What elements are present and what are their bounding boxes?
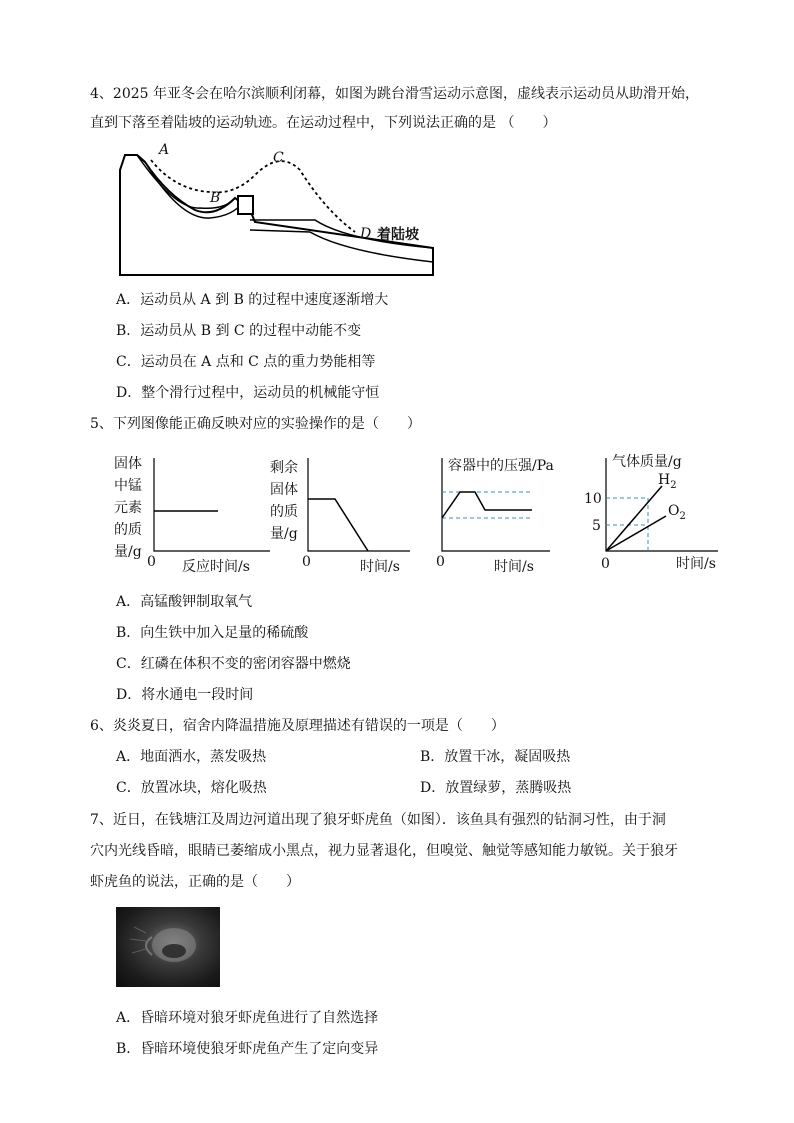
q4-option-a: A．运动员从 A 到 B 的过程中速度逐渐增大 <box>116 292 389 308</box>
q5-option-a: A．高锰酸钾制取氧气 <box>116 594 253 610</box>
g4-xlabel: 时间/s <box>676 556 716 572</box>
q5-graphs <box>110 448 730 578</box>
g4-origin: 0 <box>601 556 610 572</box>
ski-jump-figure <box>115 140 440 280</box>
fish-icon <box>116 907 220 987</box>
q4-option-d: D．整个滑行过程中，运动员的机械能守恒 <box>116 385 380 401</box>
g2-ylabel-0: 剩余 <box>270 460 298 476</box>
g1-ylabel-0: 固体 <box>114 456 142 472</box>
g4-tick-10: 10 <box>584 491 602 507</box>
graph-pressure <box>436 457 554 575</box>
q4-stem-line2: 直到下落至着陆坡的运动轨迹。在运动过程中，下列说法正确的是 （ ） <box>90 115 557 131</box>
g4-h2-label: $H_2$ <box>658 472 677 491</box>
q7-option-a: A．昏暗环境对狼牙虾虎鱼进行了自然选择 <box>116 1010 379 1026</box>
g4-ylabel: 气体质量/g <box>612 454 682 470</box>
g4-o2-label: $O_2$ <box>668 503 686 522</box>
label-a: A <box>159 142 170 158</box>
g2-xlabel: 时间/s <box>360 559 400 575</box>
g3-ylabel: 容器中的压强/Pa <box>448 458 554 474</box>
g2-origin: 0 <box>302 554 311 570</box>
g2-ylabel-1: 固体 <box>270 482 298 498</box>
q7-stem-line1: 7、近日，在钱塘江及周边河道出现了狼牙虾虎鱼（如图）．该鱼具有强烈的钻洞习性，由于洞 <box>90 812 666 828</box>
g1-ylabel-1: 中锰 <box>114 478 142 494</box>
goby-fish-photo <box>116 907 220 987</box>
q4-option-b: B．运动员从 B 到 C 的过程中动能不变 <box>116 323 362 339</box>
g4-tick-5: 5 <box>592 518 601 534</box>
q6-option-b: B．放置干冰，凝固吸热 <box>420 749 571 765</box>
g2-ylabel-2: 的质 <box>270 504 298 520</box>
g3-xlabel: 时间/s <box>494 559 534 575</box>
q5-option-b: B．向生铁中加入足量的稀硫酸 <box>116 625 309 641</box>
g1-ylabel-2: 元素 <box>114 500 142 516</box>
graph-manganese <box>114 455 270 575</box>
q6-option-a: A．地面洒水，蒸发吸热 <box>116 749 267 765</box>
g1-xlabel: 反应时间/s <box>182 559 250 575</box>
label-c: C <box>273 150 284 166</box>
q7-stem-line3: 虾虎鱼的说法，正确的是（ ） <box>90 874 300 890</box>
g3-origin: 0 <box>436 554 445 570</box>
g1-ylabel-4: 量/g <box>114 544 142 560</box>
g1-origin: 0 <box>147 554 156 570</box>
g1-ylabel-3: 的质 <box>114 522 142 538</box>
graph-remaining-solid <box>270 458 410 575</box>
q5-stem: 5、下列图像能正确反映对应的实验操作的是（ ） <box>90 416 421 432</box>
q7-stem-line2: 穴内光线昏暗，眼睛已萎缩成小黑点，视力显著退化，但嗅觉、触觉等感知能力敏锐。关于狼牙 <box>90 843 678 859</box>
q6-stem: 6、炎炎夏日，宿舍内降温措施及原理描述有错误的一项是（ ） <box>90 718 505 734</box>
q4-option-c: C．运动员在 A 点和 C 点的重力势能相等 <box>116 354 376 370</box>
label-b: B <box>210 190 221 206</box>
label-d: D <box>360 226 372 242</box>
q5-option-d: D．将水通电一段时间 <box>116 687 254 703</box>
q6-option-d: D．放置绿萝，蒸腾吸热 <box>420 780 572 796</box>
q7-option-b: B．昏暗环境使狼牙虾虎鱼产生了定向变异 <box>116 1041 379 1057</box>
q5-option-c: C．红磷在体积不变的密闭容器中燃烧 <box>116 656 351 672</box>
q6-option-c: C．放置冰块，熔化吸热 <box>116 780 267 796</box>
graph-gas-mass <box>584 453 718 572</box>
label-slope: 着陆坡 <box>377 227 419 243</box>
g2-ylabel-3: 量/g <box>270 526 298 542</box>
q4-stem-line1: 4、2025 年亚冬会在哈尔滨顺利闭幕，如图为跳台滑雪运动示意图，虚线表示运动员从助滑开始， <box>90 86 699 102</box>
